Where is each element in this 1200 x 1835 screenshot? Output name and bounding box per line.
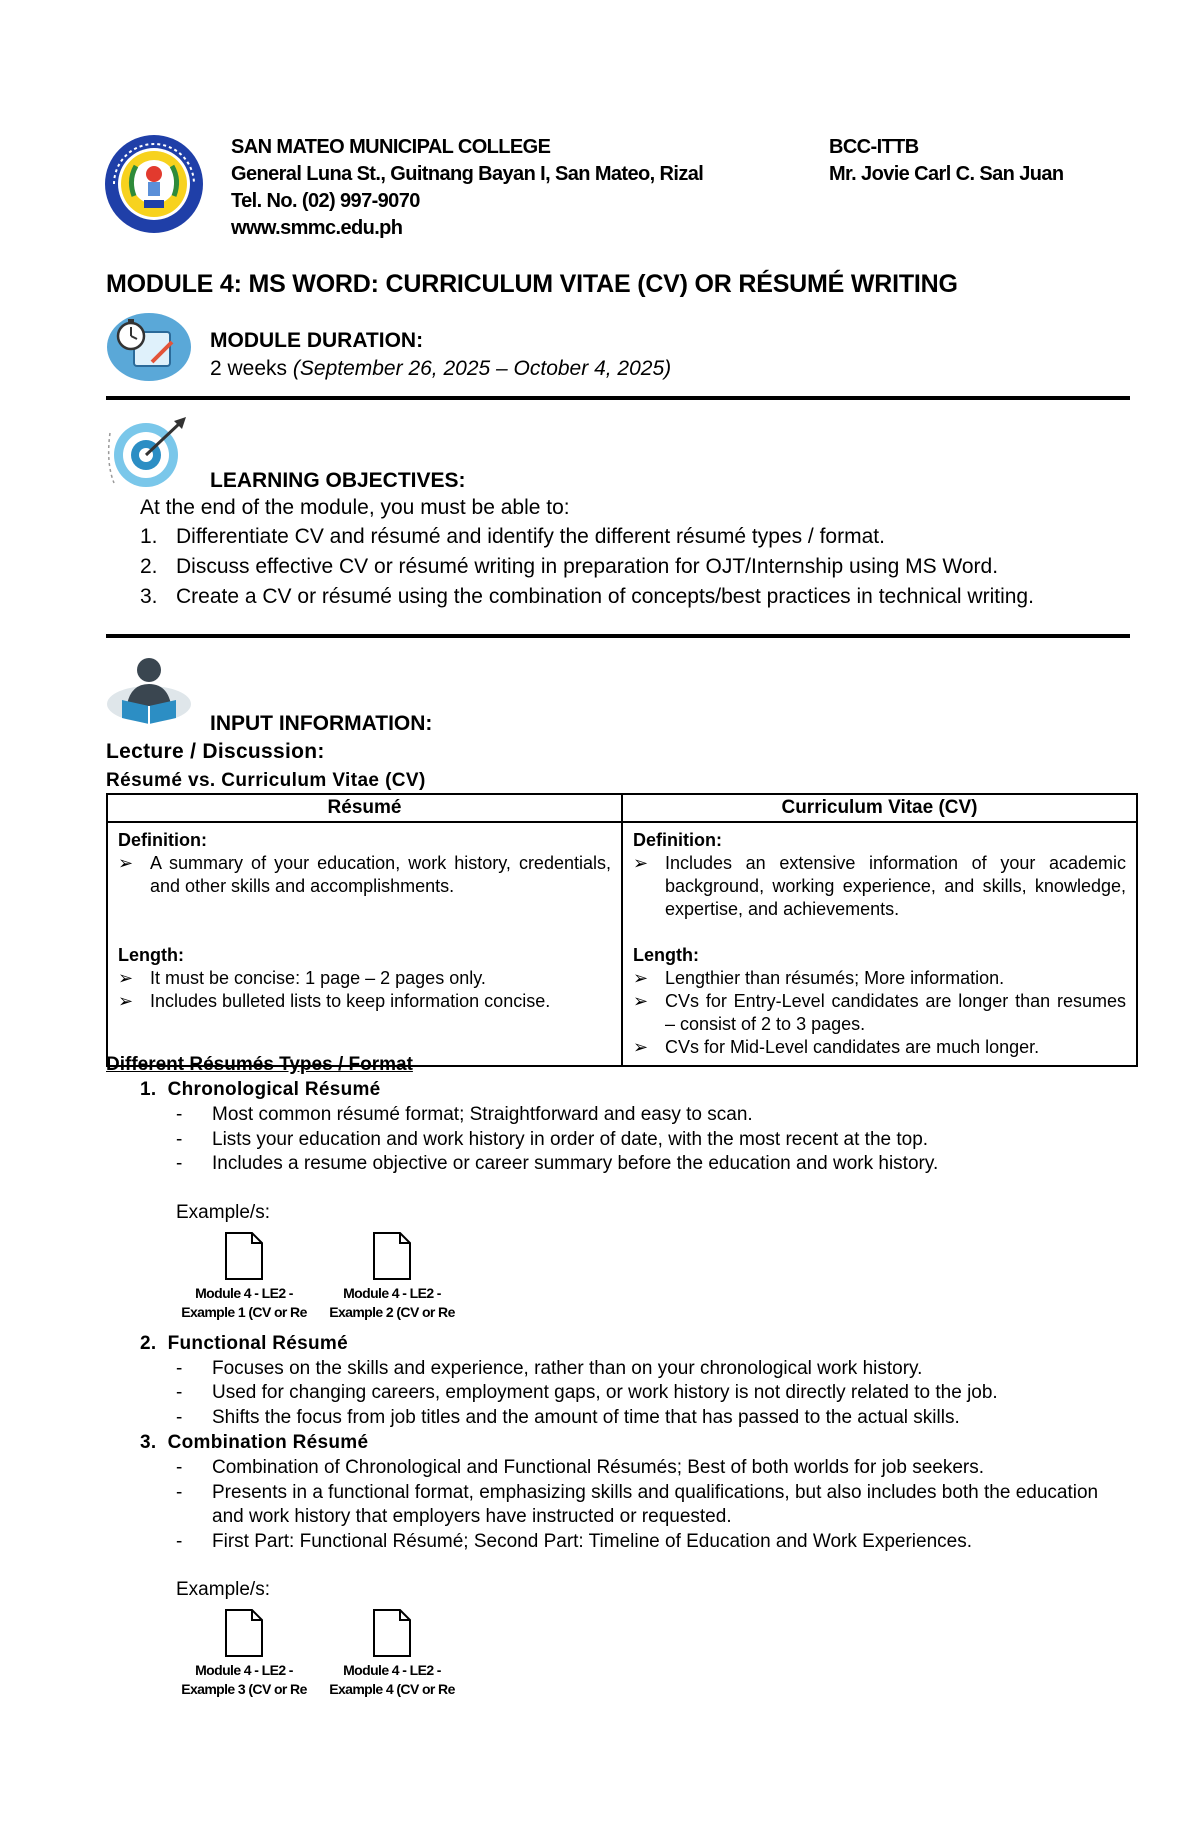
type-points: [106, 1103, 1128, 1177]
definition-label: Definition:: [633, 830, 722, 850]
table-row: [107, 822, 1137, 1066]
arrow-bullet-icon: ➢: [118, 968, 134, 988]
document-icon: [224, 1608, 264, 1658]
list-item: ➢ Includes bulleted lists to keep information concise.: [118, 991, 551, 1011]
objective-item: 2. Discuss effective CV or résumé writing in preparation for OJT/Internship using MS Word.: [140, 555, 999, 578]
duration-weeks: 2 weeks: [210, 357, 288, 380]
document-icon: [372, 1608, 412, 1658]
example-files: [174, 1225, 1128, 1325]
divider-line: [106, 634, 1130, 638]
type-heading: 1. Chronological Résumé: [140, 1079, 381, 1100]
list-item: ➢ CVs for Mid-Level candidates are much longer.: [633, 1037, 1040, 1057]
objectives-list: [140, 522, 1034, 612]
table-title: Résumé vs. Curriculum Vitae (CV): [106, 770, 426, 791]
list-item: ➢ A summary of your education, work history, credentials, and other skills and accomplishments.: [118, 853, 611, 896]
resume-length-list: [118, 967, 611, 1013]
cv-length-list: [633, 967, 1126, 1059]
college-website[interactable]: www.smmc.edu.ph: [231, 217, 403, 239]
objective-item: 1. Differentiate CV and résumé and identify the different résumé types / format.: [140, 525, 885, 548]
document-icon: [372, 1231, 412, 1281]
list-item: - Lists your education and work history in order of date, with the most recent at the top.: [176, 1128, 929, 1150]
types-heading: Different Résumés Types / Format: [106, 1054, 413, 1075]
divider-line: [106, 396, 1130, 400]
instructor-name: Mr. Jovie Carl C. San Juan: [829, 163, 1064, 185]
arrow-bullet-icon: ➢: [633, 968, 649, 988]
list-item: ➢ It must be concise: 1 page – 2 pages only.: [118, 968, 486, 988]
definition-label: Definition:: [118, 830, 207, 850]
resume-definition-list: [118, 852, 611, 898]
objective-item: 3. Create a CV or résumé using the combination of concepts/best practices in technical writing.: [140, 585, 1034, 608]
arrow-bullet-icon: ➢: [633, 1037, 649, 1057]
resume-types-section: [106, 1053, 1128, 1702]
length-label: Length:: [118, 945, 184, 965]
lecture-heading: Lecture / Discussion:: [106, 740, 325, 763]
type-points: [106, 1456, 1128, 1554]
example-file-2[interactable]: Module 4 - LE2 - Example 2 (CV or Re: [322, 1231, 462, 1322]
type-heading: 2. Functional Résumé: [140, 1332, 348, 1354]
input-heading: INPUT INFORMATION:: [210, 712, 433, 735]
duration-dates: (September 26, 2025 – October 4, 2025): [292, 357, 672, 380]
list-item: - Focuses on the skills and experience, rather than on your chronological work history.: [176, 1357, 923, 1379]
list-item: - Presents in a functional format, emphasizing skills and qualifications, but also includes both the education and work history that employers have instructed or requested.: [176, 1481, 1099, 1527]
list-item: - Combination of Chronological and Functional Résumés; Best of both worlds for job seekers.: [176, 1457, 985, 1478]
stopwatch-icon: [106, 312, 192, 387]
college-seal-icon: [104, 134, 204, 234]
duration-value: [210, 357, 671, 381]
arrow-bullet-icon: ➢: [633, 991, 649, 1011]
type-points: [106, 1357, 1128, 1431]
list-item: - Used for changing careers, employment gaps, or work history is not directly related to the job.: [176, 1382, 998, 1403]
example-files: [174, 1602, 1128, 1702]
college-address: General Luna St., Guitnang Bayan I, San Mateo, Rizal: [231, 163, 704, 185]
list-item: ➢ Lengthier than résumés; More information.: [633, 968, 1005, 988]
cv-definition-list: [633, 852, 1126, 921]
comparison-table: [106, 793, 1138, 1067]
college-seal: [104, 134, 204, 234]
example-file-1[interactable]: Module 4 - LE2 - Example 1 (CV or Re: [174, 1231, 314, 1322]
type-heading: 3. Combination Résumé: [140, 1432, 369, 1453]
document-icon: [224, 1231, 264, 1281]
list-item: - Shifts the focus from job titles and the amount of time that has passed to the actual skills.: [176, 1406, 960, 1428]
college-name: SAN MATEO MUNICIPAL COLLEGE: [231, 136, 551, 158]
table-header-row: [107, 794, 1137, 822]
arrow-bullet-icon: ➢: [118, 991, 134, 1011]
cv-cell: [622, 822, 1137, 1066]
arrow-bullet-icon: ➢: [118, 853, 134, 873]
list-item: ➢ Includes an extensive information of your academic background, working experience, and skills, knowledge, expertise, and achievements.: [633, 853, 1126, 919]
course-code: BCC-ITTB: [829, 136, 919, 158]
length-label: Length:: [633, 945, 699, 965]
example-label: Example/s:: [176, 1201, 270, 1223]
list-item: - First Part: Functional Résumé; Second Part: Timeline of Education and Work Experiences.: [176, 1530, 972, 1552]
example-label: Example/s:: [176, 1579, 270, 1600]
module-title: MODULE 4: MS WORD: CURRICULUM VITAE (CV) OR RÉSUMÉ WRITING: [106, 270, 958, 298]
objectives-intro: At the end of the module, you must be able to:: [140, 496, 570, 519]
duration-heading: MODULE DURATION:: [210, 329, 424, 352]
list-item: - Most common résumé format; Straightforward and easy to scan.: [176, 1104, 753, 1125]
column-header-resume: Résumé: [107, 794, 622, 822]
list-item: ➢ CVs for Entry-Level candidates are longer than resumes – consist of 2 to 3 pages.: [633, 991, 1126, 1034]
objectives-heading: LEARNING OBJECTIVES:: [210, 469, 466, 492]
target-icon: [104, 413, 194, 496]
reader-icon: [106, 652, 192, 729]
example-file-4[interactable]: Module 4 - LE2 - Example 4 (CV or Re: [322, 1608, 462, 1699]
column-header-cv: Curriculum Vitae (CV): [622, 794, 1137, 822]
example-file-3[interactable]: Module 4 - LE2 - Example 3 (CV or Re: [174, 1608, 314, 1699]
list-item: - Includes a resume objective or career summary before the education and work history.: [176, 1153, 939, 1174]
resume-cell: [107, 822, 622, 1066]
college-tel: Tel. No. (02) 997-9070: [231, 190, 420, 212]
arrow-bullet-icon: ➢: [633, 853, 649, 873]
